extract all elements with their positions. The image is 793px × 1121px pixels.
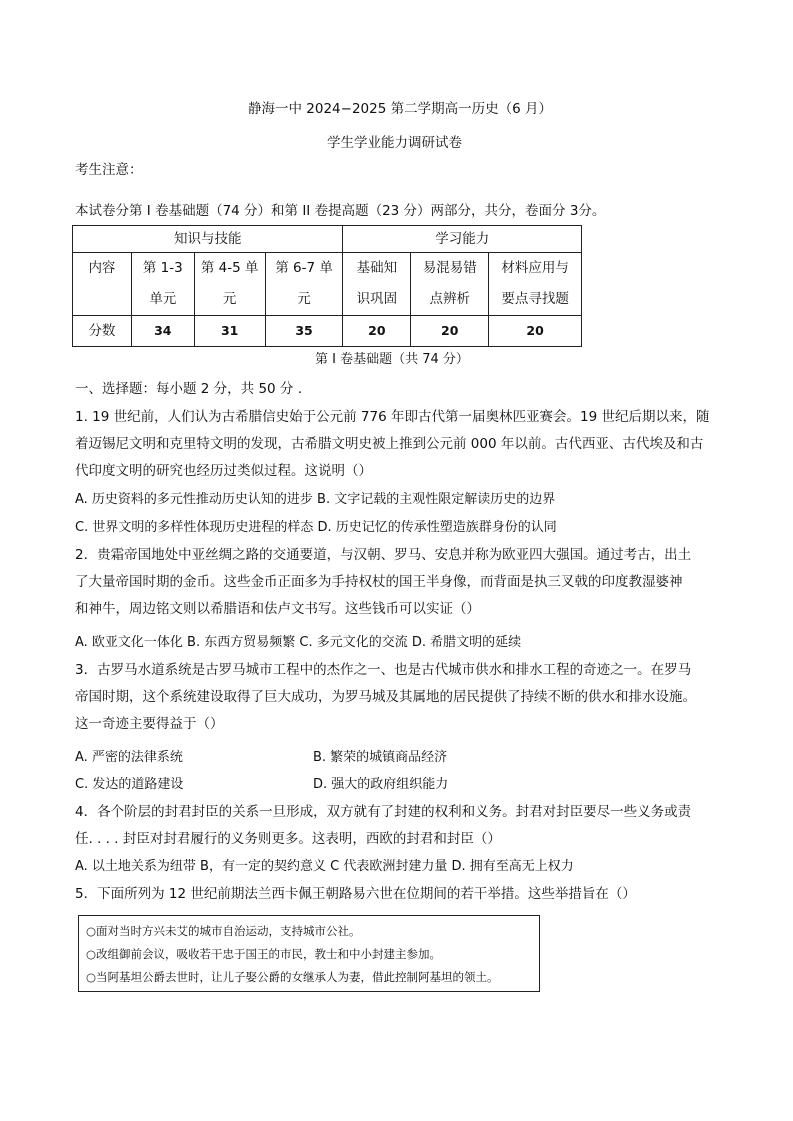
score-value: 34 [131, 316, 194, 347]
group-learning-ability: 学习能力 [343, 226, 582, 253]
question-4-line-1: 4．各个阶层的封君封臣的关系一旦形成，双方就有了封建的权利和义务。封君对封臣要尽一些义务或责 [75, 804, 692, 820]
question-1-options-2: C. 世界文明的多样性体现历史进程的样态 D. 历史记忆的传承性塑造族群身份的认同 [75, 520, 557, 535]
score-value: 20 [343, 316, 411, 347]
score-value: 20 [489, 316, 582, 347]
section-title: 第 I 卷基础题（共 74 分） [315, 352, 469, 367]
content-label: 内容 [73, 253, 132, 316]
question-4-line-2: 任. . . . 封臣对封君履行的义务则更多。这表明，西欧的封君和封臣（） [75, 831, 501, 847]
score-value: 35 [265, 316, 343, 347]
notice-label: 考生注意： [75, 162, 143, 178]
score-table-group-row [73, 226, 582, 253]
material-item: ○面对当时方兴未艾的城市自治运动，支持城市公社。 [86, 924, 361, 938]
question-4-options: A. 以土地关系为纽带 B，有一定的契约意义 C 代表欧洲封建力量 D. 拥有至高无上权力 [75, 859, 574, 874]
question-1-line-2: 着迈锡尼文明和克里特文明的发现，古希腊文明史被上推到公元前 000 年以前。古代西亚、古代埃及和古 [75, 436, 704, 452]
question-3-option-c: C. 发达的道路建设 [75, 777, 184, 792]
question-3-option-d: D. 强大的政府组织能力 [313, 777, 449, 792]
material-item: ○当阿基坦公爵去世时，让儿子娶公爵的女继承人为妻，借此控制阿基坦的领土。 [86, 970, 499, 984]
question-2-options: A. 欧亚文化一体化 B. 东西方贸易频繁 C. 多元文化的交流 D. 希腊文明的延续 [75, 635, 522, 650]
question-5-line-1: 5．下面所列为 12 世纪前期法兰西卡佩王朝路易六世在位期间的若干举措。这些举措旨在（） [75, 886, 636, 902]
question-3-line-2: 帝国时期，这个系统建设取得了巨大成功，为罗马城及其属地的居民提供了持续不断的供水和排水设施。 [75, 689, 696, 705]
group-knowledge-skills: 知识与技能 [73, 226, 343, 253]
score-value: 20 [411, 316, 489, 347]
content-unit-1: 第 1-3 单元 [131, 253, 194, 316]
page-title: 静海一中 2024−2025 第二学期高一历史（6 月） [248, 101, 552, 117]
content-ability-1: 基础知 识巩固 [343, 253, 411, 316]
content-ability-2: 易混易错 点辨析 [411, 253, 489, 316]
question-1-line-3: 代印度文明的研究也经历过类似过程。这说明（） [75, 463, 372, 479]
score-table-content-row [73, 253, 582, 316]
notice-text: 本试卷分第 I 卷基础题（74 分）和第 II 卷提高题（23 分）两部分，共分，卷面分 3分。 [75, 203, 606, 219]
question-2-line-2: 了大量帝国时期的金币。这些金币正面多为手持权杖的国王半身像，而背面是执三叉戟的印度教湿婆神 [75, 574, 683, 590]
question-3-line-3: 这一奇迹主要得益于（） [75, 716, 224, 732]
page-subtitle: 学生学业能力调研试卷 [327, 135, 462, 151]
content-unit-2: 第 4-5 单 元 [194, 253, 265, 316]
score-table [72, 225, 582, 347]
content-ability-3: 材料应用与 要点寻找题 [489, 253, 582, 316]
material-item: ○改组御前会议，吸收若干忠于国王的市民，教士和中小封建主参加。 [86, 947, 442, 961]
question-3-option-a: A. 严密的法律系统 [75, 750, 183, 765]
section-instruction: 一、选择题：每小题 2 分，共 50 分 . [75, 381, 303, 397]
score-value: 31 [194, 316, 265, 347]
question-3-line-1: 3．古罗马水道系统是古罗马城市工程中的杰作之一、也是古代城市供水和排水工程的奇迹之一。在罗马 [75, 662, 692, 678]
question-2-line-1: 2．贵霜帝国地处中亚丝绸之路的交通要道，与汉朝、罗马、安息并称为欧亚四大强国。通过考古，出土 [75, 547, 692, 563]
content-unit-3: 第 6-7 单 元 [265, 253, 343, 316]
material-box [78, 915, 540, 992]
score-table-score-row [73, 316, 582, 347]
question-1-options-1: A. 历史资料的多元性推动历史认知的进步 B. 文字记载的主观性限定解读历史的边界 [75, 492, 556, 507]
question-2-line-3: 和神牛，周边铭文则以希腊语和佉卢文书写。这些钱币可以实证（） [75, 601, 480, 617]
score-label: 分数 [73, 316, 132, 347]
question-1-line-1: 1. 19 世纪前，人们认为古希腊信史始于公元前 776 年即古代第一届奥林匹亚赛会。19 世纪后期以来，随 [75, 409, 710, 425]
question-3-option-b: B. 繁荣的城镇商品经济 [313, 750, 448, 765]
